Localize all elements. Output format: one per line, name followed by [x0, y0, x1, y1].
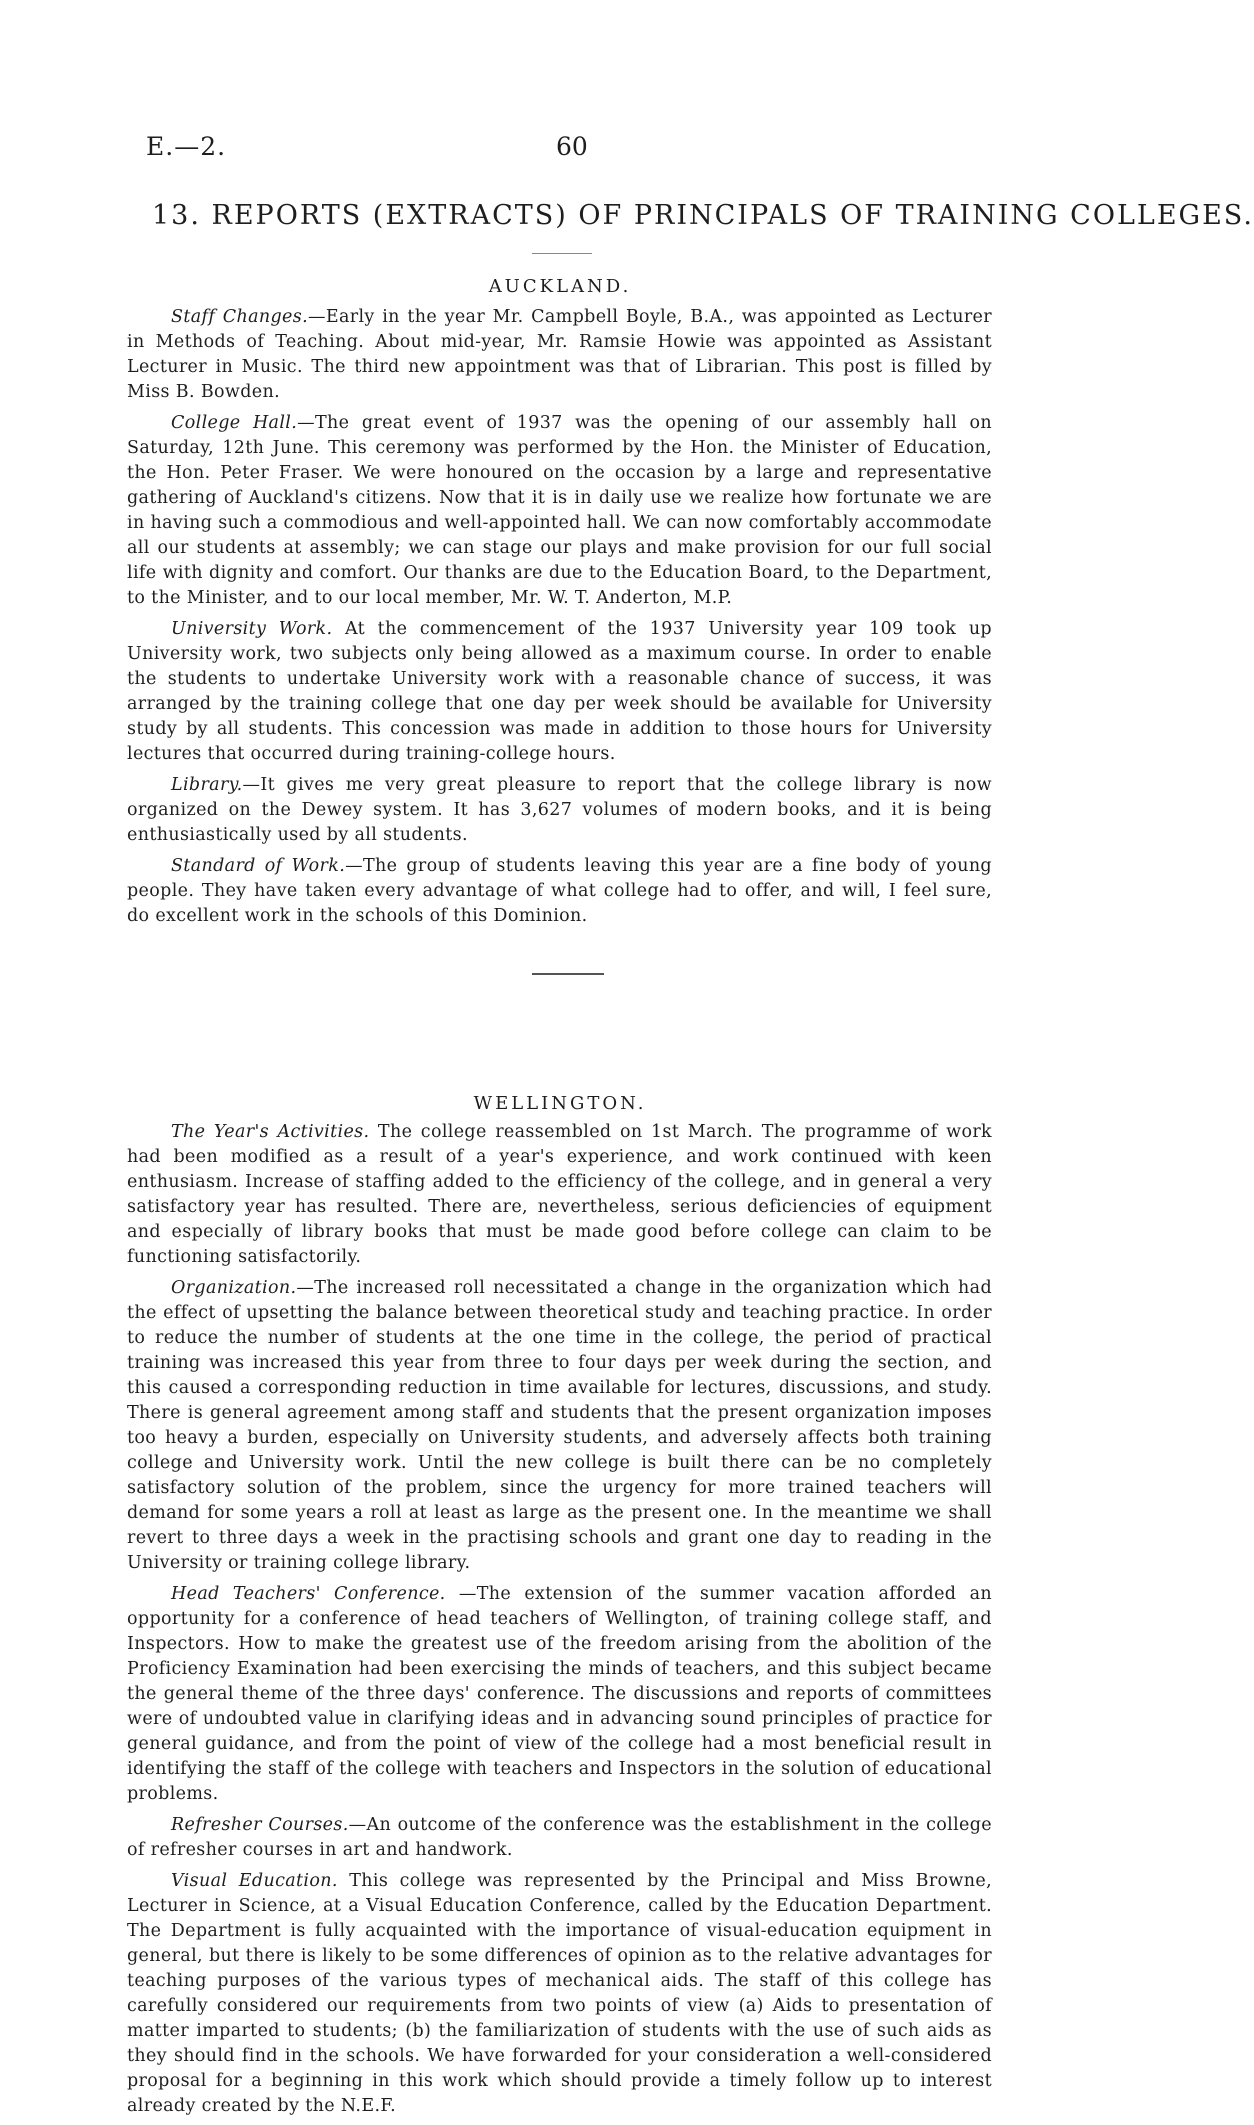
paragraph	[127, 1582, 992, 1807]
paragraph-heading: The Year's Activities.	[171, 1122, 370, 1142]
paragraph-text: —The great event of 1937 was the opening of our assembly hall on Saturday, 12th June. This ceremony was performed by the Hon. the Minister of Education, the Hon. Peter Fraser. We were honoured on the occasion by a large and representative gathering of Auckland's citizens. Now that it is in daily use we realize how fortunate we are in having such a commodious and well-appointed hall. We can now comfortably accommodate all our students at assembly; we can stage our plays and make provision for our full social life with dignity and comfort. Our thanks are due to the Education Board, to the Department, to the Minister, and to our local member, Mr. W. T. Anderton, M.P.	[127, 413, 992, 608]
paragraph-heading: University Work.	[171, 619, 333, 639]
paragraph	[127, 1813, 992, 1863]
title-divider	[532, 253, 592, 254]
paragraph-heading: Refresher Courses.	[171, 1815, 349, 1835]
paragraph-text: —An outcome of the conference was the establishment in the college of refresher courses in art and handwork.	[127, 1815, 992, 1860]
paragraph	[127, 305, 992, 405]
paragraph-text: —The group of students leaving this year are a fine body of young people. They have taken every advantage of what college had to offer, and will, I feel sure, do excellent work in the schools of this Dominion.	[127, 856, 992, 926]
paragraph-heading: Library.	[171, 775, 243, 795]
auckland-section	[127, 305, 992, 935]
paragraph-text: —Early in the year Mr. Campbell Boyle, B.A., was appointed as Lecturer in Methods of Teaching. About mid-year, Mr. Ramsie Howie was appointed as Assistant Lecturer in Music. The third new appointment was that of Librarian. This post is filled by Miss B. Bowden.	[127, 307, 992, 402]
paragraph	[127, 617, 992, 767]
paragraph-text: This college was represented by the Principal and Miss Browne, Lecturer in Science, at a Visual Education Conference, called by the Education Department. The Department is fully acquainted with the importance of visual-education equipment in general, but there is likely to be some differences of opinion as to the relative advantages for teaching purposes of the various types of mechanical aids. The staff of this college has carefully considered our requirements from two points of view (a) Aids to presentation of matter imparted to students; (b) the familiarization of students with the use of such aids as they should find in the schools. We have forwarded for your consideration a well-considered proposal for a beginning in this work which should provide a timely follow up to interest already created by the N.E.F.	[127, 1871, 993, 2116]
page-number: 60	[556, 132, 588, 161]
paragraph-text: —The increased roll necessitated a change in the organization which had the effect of upsetting the balance between theoretical study and teaching practice. In order to reduce the number of students at the one time in the college, the period of practical training was increased this year from three to four days per week during the section, and this caused a corresponding reduction in time available for lectures, discussions, and study. There is general agreement among staff and students that the present organization imposes too heavy a burden, especially on University students, and adversely affects both training college and University work. Until the new college is built there can be no completely satisfactory solution of the problem, since the urgency for more trained teachers will demand for some years a roll at least as large as the present one. In the meantime we shall revert to three days a week in the practising schools and grant one day to reading in the University or training college library.	[127, 1278, 992, 1573]
paragraph-text: At the commencement of the 1937 University year 109 took up University work, two subjects only being allowed as a maximum course. In order to enable the students to undertake University work with a reasonable chance of success, it was arranged by the training college that one day per week should be available for University study by all students. This concession was made in addition to those hours for University lectures that occurred during training-college hours.	[127, 619, 992, 764]
paragraph-text: The college reassembled on 1st March. The programme of work had been modified as a result of a year's experience, and work continued with keen enthusiasm. Increase of staffing added to the efficiency of the college, and in general a very satisfactory year has resulted. There are, nevertheless, serious deficiencies of equipment and especially of library books that must be made good before college can claim to be functioning satisfactorily.	[127, 1122, 992, 1267]
paragraph-heading: College Hall.	[171, 413, 298, 433]
section-heading-auckland: AUCKLAND.	[488, 276, 632, 297]
page-title: 13. REPORTS (EXTRACTS) OF PRINCIPALS OF TRAINING COLLEGES.	[152, 200, 1254, 231]
paragraph	[127, 411, 992, 611]
paragraph-heading: Head Teachers' Conference.	[171, 1584, 446, 1604]
section-heading-wellington: WELLINGTON.	[473, 1093, 647, 1114]
paragraph-heading: Visual Education.	[171, 1871, 338, 1891]
wellington-section	[127, 1120, 992, 2125]
paragraph	[127, 1869, 992, 2119]
paragraph	[127, 773, 992, 848]
paragraph-heading: Organization.	[171, 1278, 297, 1298]
paragraph	[127, 854, 992, 929]
paragraph-heading: Staff Changes.	[171, 307, 308, 327]
paragraph-text: —The extension of the summer vacation afforded an opportunity for a conference of head teachers of Wellington, of training college staff, and Inspectors. How to make the greatest use of the freedom arising from the abolition of the Proficiency Examination had been exercising the minds of teachers, and this subject became the general theme of the three days' conference. The discussions and reports of committees were of undoubted value in clarifying ideas and in advancing sound principles of practice for general guidance, and from the point of view of the college had a most beneficial result in identifying the staff of the college with teachers and Inspectors in the solution of educational problems.	[127, 1584, 992, 1804]
paragraph	[127, 1276, 992, 1576]
paragraph-text: —It gives me very great pleasure to report that the college library is now organized on the Dewey system. It has 3,627 volumes of modern books, and it is being enthusiastically used by all students.	[127, 775, 992, 845]
header-reference: E.—2.	[146, 132, 227, 161]
paragraph	[127, 1120, 992, 1270]
paragraph-heading: Standard of Work.	[171, 856, 346, 876]
section-divider	[532, 973, 604, 975]
